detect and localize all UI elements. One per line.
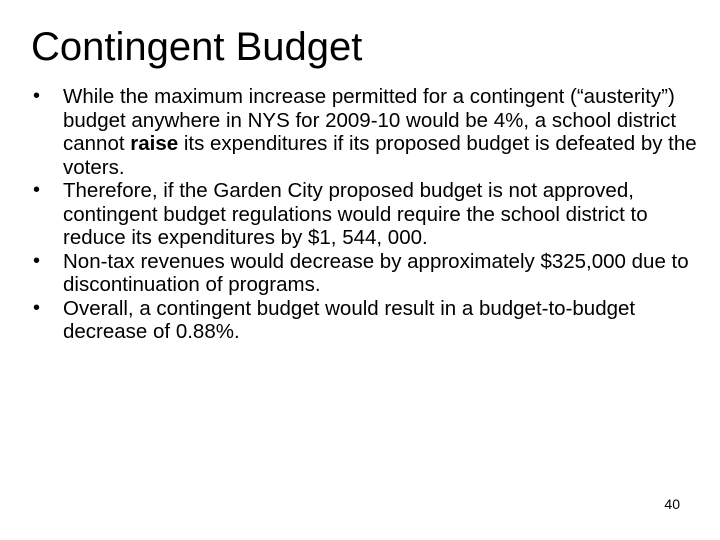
bullet-item-4 [31, 297, 699, 344]
bullet-marker: • [33, 249, 41, 272]
bullet-text-1-emphasis: raise [130, 132, 179, 155]
bullet-text-1-part-1: While the maximum increase permitted for a contingent (“austerity”) budget anywhere in NYS for 2009-10 would be 4%, a school district cannot [63, 85, 677, 155]
bullet-marker: • [33, 179, 41, 201]
slide-title: Contingent Budget [31, 25, 363, 69]
bullet-text-1-part-2: its expenditures if its proposed budget is defeated by the voters. [63, 132, 697, 179]
bullet-item-3 [31, 250, 699, 297]
bullet-text-3: Non-tax revenues would decrease by approximately $325,000 due to discontinuation of programs. [63, 249, 689, 296]
bullet-marker: • [33, 296, 41, 319]
bullet-marker: • [33, 85, 41, 107]
bullet-item-2 [31, 179, 699, 250]
bullet-item-1 [31, 85, 699, 179]
bullet-list [31, 85, 699, 344]
bullet-text-4: Overall, a contingent budget would result in a budget-to-budget decrease of 0.88%. [63, 296, 636, 343]
page-number: 40 [664, 496, 680, 512]
bullet-text-2: Therefore, if the Garden City proposed budget is not approved, contingent budget regulations would require the school district to reduce its expenditures by $1, 544, 000. [63, 179, 648, 249]
